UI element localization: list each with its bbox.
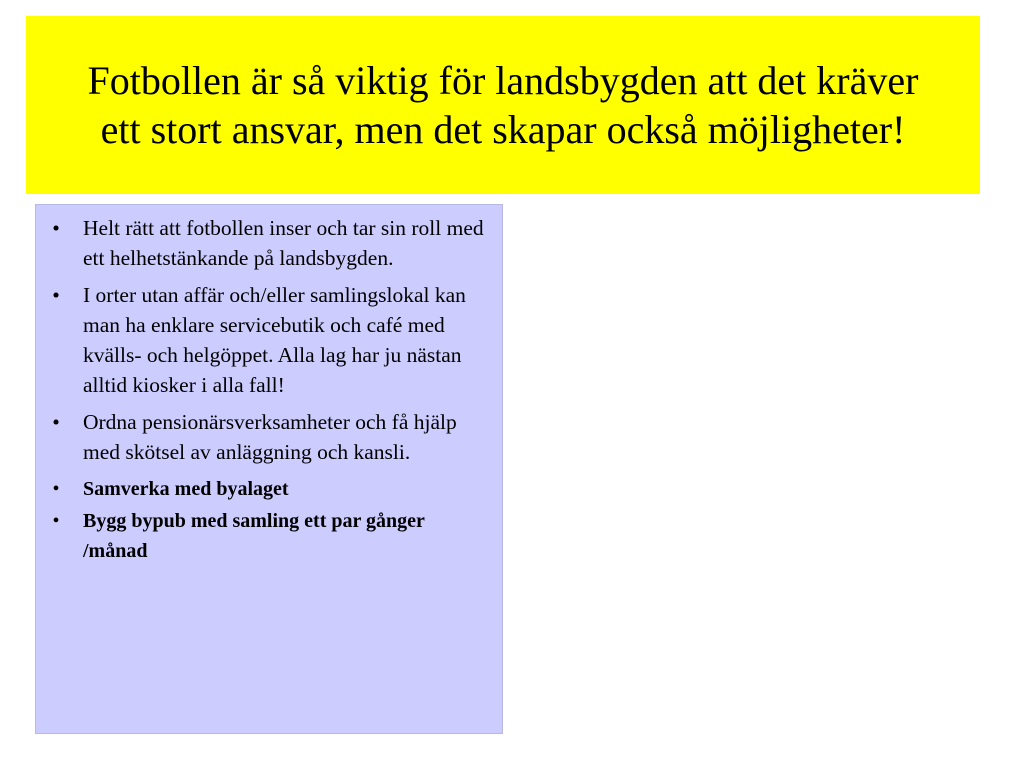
bullet-text: I orter utan affär och/eller samlingslokal kan man ha enklare servicebutik och café med kvälls- och helgöppet. Alla lag har ju nästan alltid kiosker i alla fall! [83, 283, 466, 397]
bullet-item [46, 506, 488, 566]
bullet-list [46, 213, 488, 566]
bullet-text: Helt rätt att fotbollen inser och tar sin roll med ett helhetstänkande på landsbygden. [83, 216, 484, 270]
bullet-icon: • [52, 510, 60, 532]
bullet-icon: • [52, 283, 60, 307]
bullet-item [46, 474, 488, 504]
bullet-icon: • [52, 216, 60, 240]
bullet-item [46, 407, 488, 467]
bullet-panel [35, 204, 503, 734]
bullet-icon: • [52, 410, 60, 434]
bullet-item [46, 213, 488, 273]
bullet-text: Ordna pensionärsverksamheter och få hjälp med skötsel av anläggning och kansli. [83, 410, 457, 464]
bullet-text: Bygg bypub med samling ett par gånger /månad [83, 510, 425, 562]
bullet-text: Samverka med byalaget [83, 478, 289, 500]
slide-title: Fotbollen är så viktig för landsbygden att det kräver ett stort ansvar, men det skapar också möjligheter! [87, 58, 919, 152]
bullet-item [46, 280, 488, 400]
title-banner [26, 16, 980, 194]
bullet-icon: • [52, 478, 60, 500]
